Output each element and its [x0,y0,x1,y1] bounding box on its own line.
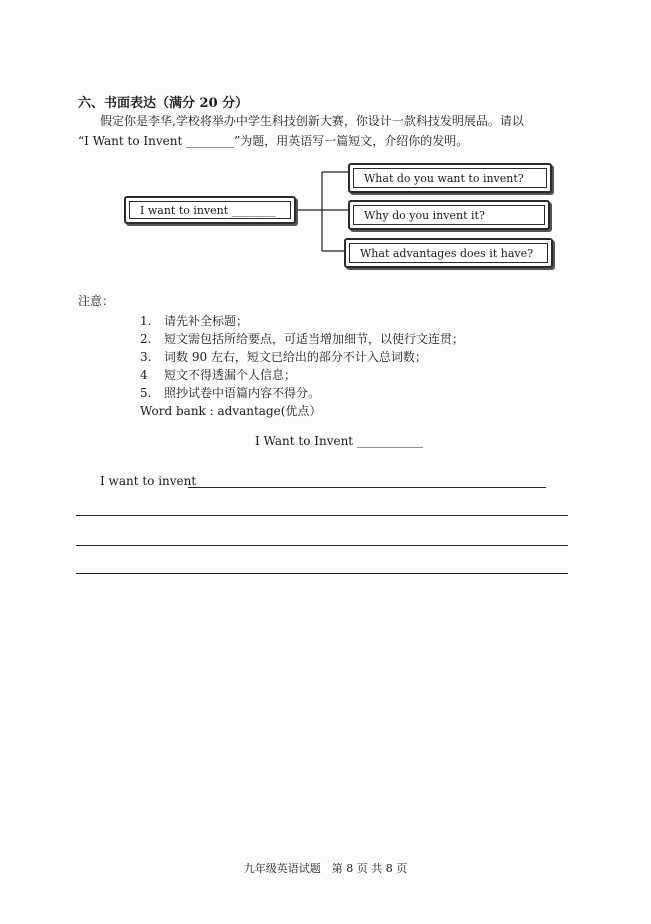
notes-label: 注意： [78,294,115,308]
note-item [140,366,296,383]
diagram-branch-2 [348,200,550,230]
diagram-main-label: I want to invent ________ [129,201,291,219]
answer-line[interactable] [76,545,568,546]
essay-first-line-prompt: I want to invent [100,474,197,488]
note-text: 词数 90 左右，短文已给出的部分不计入总词数； [164,350,427,364]
note-text: 请先补全标题； [164,314,249,328]
page-footer: 九年级英语试题 第 8 页 共 8 页 [243,862,408,875]
diagram-branch-1 [348,163,552,193]
note-number: 1. [140,314,152,328]
essay-title: I Want to Invent ___________ [255,434,423,448]
prompt-line-1: 假定你是李华,学校将举办中学生科技创新大赛，你设计一款科技发明展品。请以 [100,114,524,128]
note-number: 3. [140,350,152,364]
word-bank: Word bank : advantage(优点） [140,404,322,418]
note-text: 短文不得透漏个人信息； [164,368,297,382]
answer-line[interactable] [188,487,546,488]
answer-line[interactable] [76,573,568,574]
note-item [140,312,248,329]
diagram-connectors [0,0,651,300]
diagram-main-box [124,196,296,224]
note-number: 2. [140,332,152,346]
diagram-branch-3 [344,238,553,268]
note-item [140,348,427,365]
note-number: 5. [140,386,152,400]
answer-line[interactable] [76,515,568,516]
note-text: 短文需包括所给要点，可适当增加细节，以使行文连贯； [164,332,465,346]
diagram-branch-2-label: Why do you invent it? [353,205,545,225]
prompt-line-2: “I Want to Invent ________”为题，用英语写一篇短文，介绍你的发明。 [78,134,469,148]
note-item [140,384,320,401]
diagram-branch-1-label: What do you want to invent? [353,168,547,188]
diagram-branch-3-label: What advantages does it have? [349,243,548,263]
note-text: 照抄试卷中语篇内容不得分。 [164,386,321,400]
note-item [140,330,464,347]
note-number: 4 [140,368,148,382]
section-heading: 六、书面表达（满分 20 分） [78,96,249,111]
